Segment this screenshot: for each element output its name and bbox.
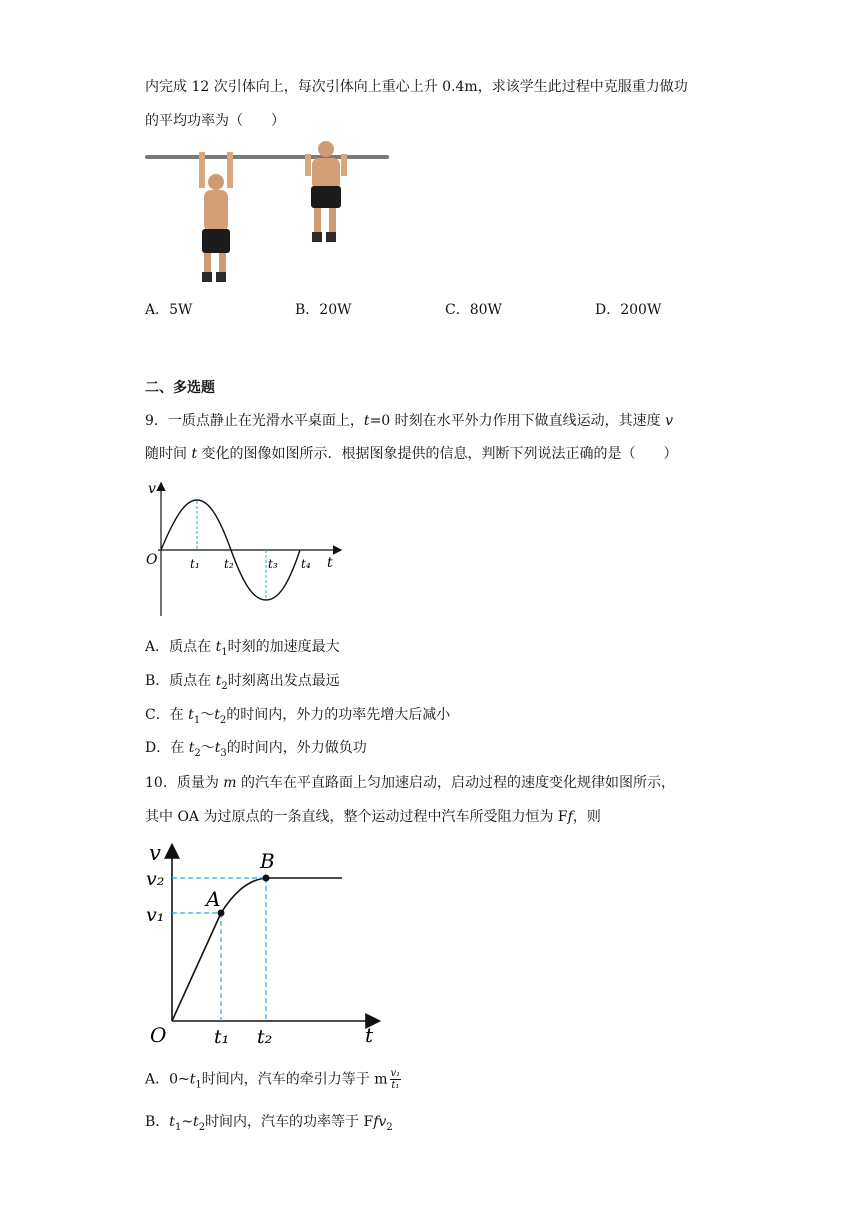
q9-label-v: v (148, 481, 156, 497)
q10-option-b: B．$t_1\sim t_2$时间内，汽车的功率等于 Ffv$_2$ (145, 1114, 393, 1133)
q9-label-t: t (327, 555, 333, 571)
q9-label-t2: t₂ (224, 557, 234, 571)
pullup-figure (140, 140, 400, 290)
q9-text-line1: 9．一质点静止在光滑水平桌面上，t=0 时刻在水平外力作用下做直线运动，其速度 v (145, 413, 674, 429)
q10-label-t2: t₂ (257, 1026, 273, 1048)
q9-label-t1: t₁ (190, 557, 200, 571)
q10-label-v1: v₁ (146, 904, 165, 926)
q10-option-a: A．$0\sim t_1$时间内，汽车的牵引力等于 m $\frac{\text{v₁}}{\text{t₁}}$ (145, 1068, 401, 1091)
q10-label-t: t (365, 1023, 374, 1047)
q9-option-b: B．质点在 $t_2$时刻离出发点最远 (145, 673, 340, 692)
q8-option-b: B．20W (295, 302, 352, 318)
q10-label-v: v (149, 841, 161, 865)
q10-label-b: B (260, 849, 275, 873)
q10-label-v2: v₂ (146, 868, 165, 890)
q10-label-origin: O (150, 1023, 167, 1047)
q9-option-d: D．在 $t_2\sim t_3$的时间内，外力做负功 (145, 740, 367, 759)
q10-velocity-time-graph (140, 838, 390, 1050)
q8-option-c: C．80W (445, 302, 502, 318)
q10-label-a: A (206, 887, 221, 911)
q9-option-c: C．在 $t_1\sim t_2$的时间内，外力的功率先增大后减小 (145, 707, 451, 726)
q9-label-origin: O (146, 552, 158, 568)
q8-option-a: A．5W (145, 302, 193, 318)
q9-text-line2: 随时间 t 变化的图像如图所示．根据图象提供的信息，判断下列说法正确的是（ ） (145, 446, 678, 462)
q10-text-line1: 10．质量为 m 的汽车在平直路面上匀加速启动，启动过程的速度变化规律如图所示， (145, 775, 675, 791)
q10-label-t1: t₁ (214, 1026, 230, 1048)
section-title-multiple-choice: 二、多选题 (145, 380, 215, 396)
q9-option-a: A．质点在 $t_1$时刻的加速度最大 (145, 639, 340, 658)
q9-label-t4: t₄ (301, 557, 311, 571)
pullup-bar (145, 155, 389, 159)
q8-option-d: D．200W (595, 302, 662, 318)
person-hanging (199, 152, 233, 282)
q10-text-line2: 其中 OA 为过原点的一条直线，整个运动过程中汽车所受阻力恒为 Ff，则 (145, 809, 601, 825)
q9-label-t3: t₃ (268, 557, 278, 571)
q10-velocity-curve (172, 878, 342, 1021)
q10-point-b (263, 875, 270, 882)
q8-text-line2: 的平均功率为（ ） (145, 113, 285, 129)
fraction-v1-over-t1: $\frac{\text{v₁}}{\text{t₁}}$ (390, 1068, 401, 1091)
q9-velocity-time-graph (140, 476, 350, 621)
q8-text-line1: 内完成 12 次引体向上，每次引体向上重心上升 0.4m，求该学生此过程中克服重力做功 (145, 79, 688, 95)
